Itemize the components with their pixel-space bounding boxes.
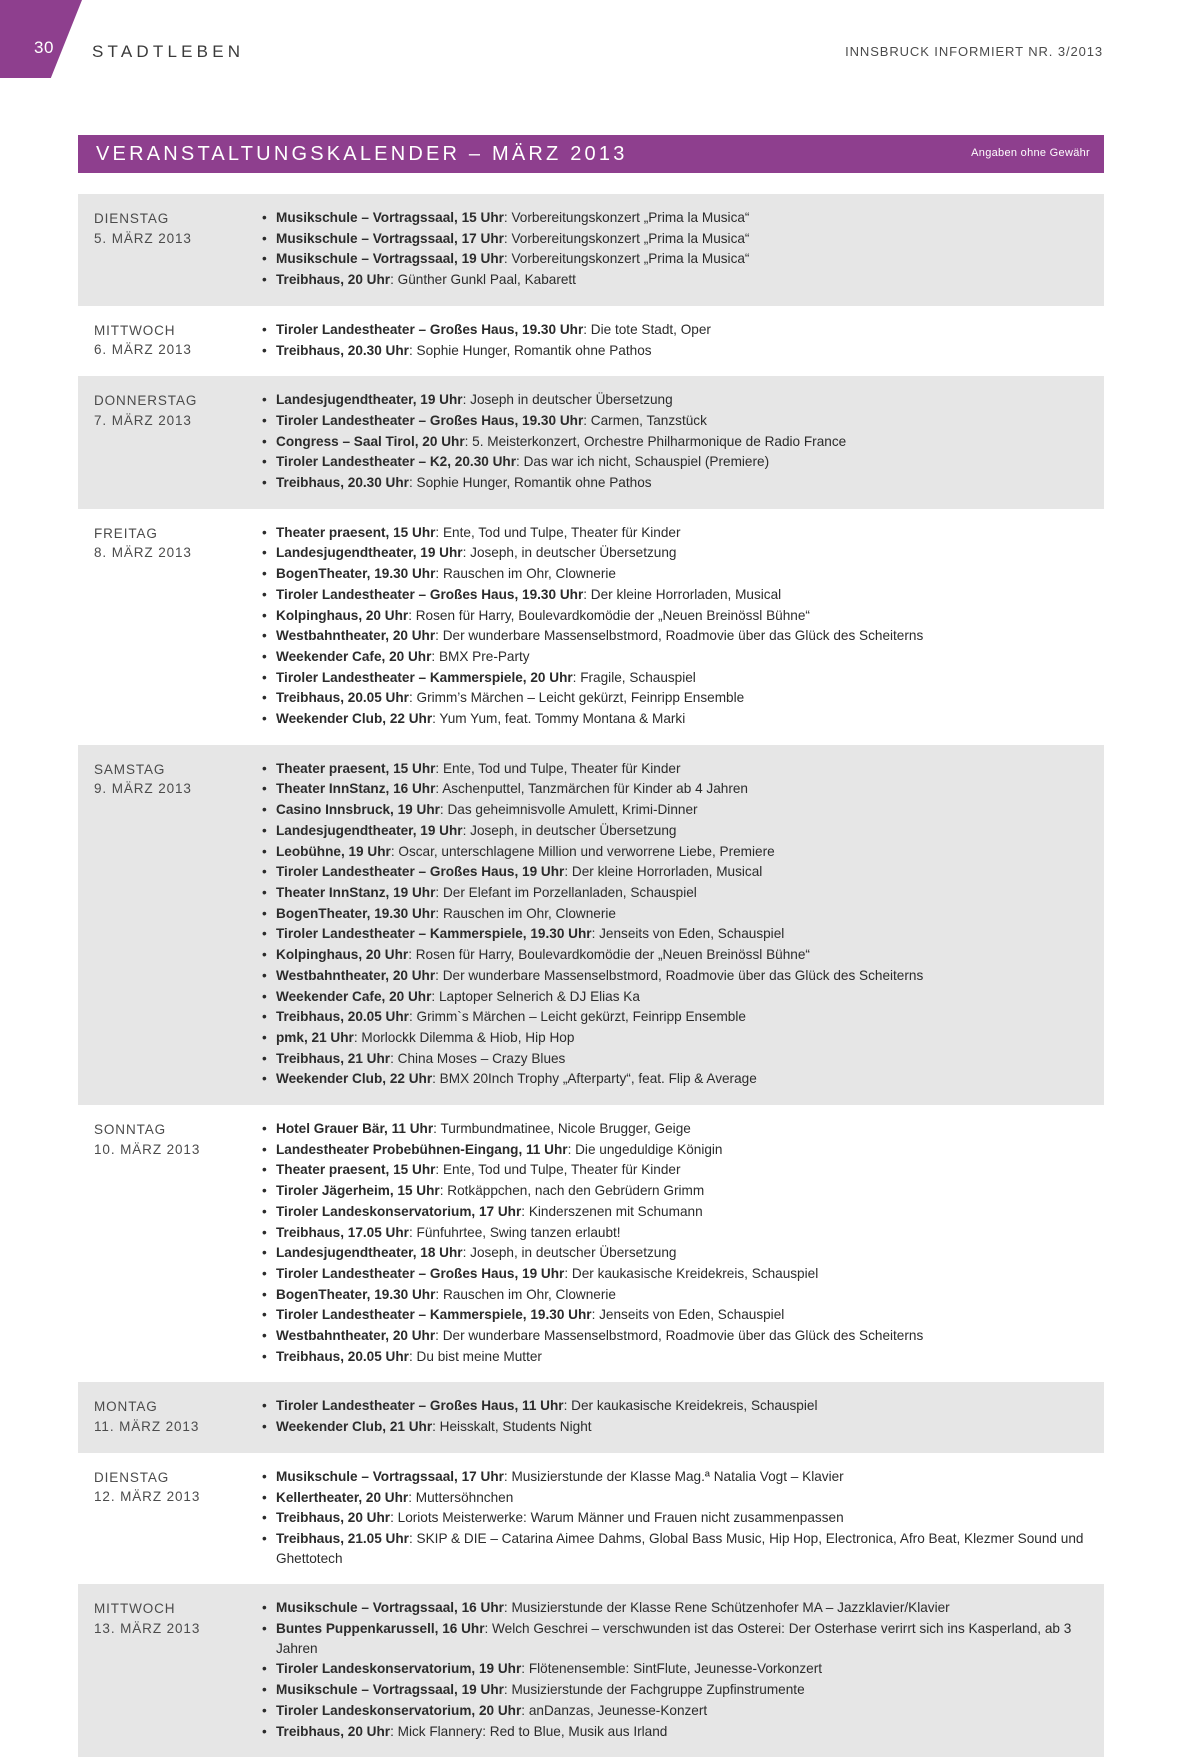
day-date: 13. MÄRZ 2013 (94, 1620, 201, 1636)
event-description: : Du bist meine Mutter (408, 1348, 542, 1364)
event-venue: Landesjugendtheater, 18 Uhr (276, 1245, 463, 1261)
event-description: : Rauschen im Ohr, Clownerie (435, 566, 616, 582)
day-date: 7. MÄRZ 2013 (94, 412, 192, 428)
section-title: STADTLEBEN (92, 42, 245, 61)
event-item (262, 1680, 1088, 1700)
event-item (262, 1305, 1088, 1325)
event-item (262, 1119, 1088, 1139)
event-venue: Theater InnStanz, 16 Uhr (276, 781, 436, 797)
event-description: : Vorbereitungskonzert „Prima la Musica“ (503, 230, 750, 246)
issue-info: INNSBRUCK INFORMIERT NR. 3/2013 (845, 44, 1103, 59)
event-description: : Loriots Meisterwerke: Warum Männer und Frauen nicht zusammenpassen (390, 1510, 844, 1526)
event-venue: Kolpinghaus, 20 Uhr (276, 947, 409, 963)
event-description: : Der kaukasische Kreidekreis, Schauspiel (563, 1398, 818, 1414)
event-item (262, 1069, 1088, 1089)
event-venue: pmk, 21 Uhr (276, 1029, 354, 1045)
day-of-week: MITTWOCH (94, 1601, 176, 1617)
event-item (262, 1347, 1088, 1367)
event-venue: Kellertheater, 20 Uhr (276, 1489, 409, 1505)
event-description: : Laptoper Selnerich & DJ Elias Ka (431, 988, 640, 1004)
event-item (262, 1160, 1088, 1180)
event-item (262, 709, 1088, 729)
day-label (94, 320, 260, 360)
event-venue: Leobühne, 19 Uhr (276, 843, 391, 859)
event-description: : SKIP & DIE – Catarina Aimee Dahms, Global Bass Music, Hip Hop, Electronica, Afro Beat, Klezmer Sound und Ghettotech (276, 1530, 1084, 1566)
event-description: : BMX 20Inch Trophy „Afterparty“, feat. Flip & Average (432, 1071, 757, 1087)
calendar-day-row (78, 306, 1104, 376)
event-venue: Weekender Club, 22 Uhr (276, 711, 433, 727)
event-venue: Treibhaus, 20.30 Uhr (276, 475, 409, 491)
event-venue: Musikschule – Vortragssaal, 19 Uhr (276, 1682, 504, 1698)
event-item (262, 668, 1088, 688)
day-date: 12. MÄRZ 2013 (94, 1489, 201, 1505)
event-description: : Ente, Tod und Tulpe, Theater für Kinder (435, 1162, 681, 1178)
event-description: : Joseph, in deutscher Übersetzung (462, 545, 677, 561)
event-description: : Der Elefant im Porzellanladen, Schauspiel (435, 884, 697, 900)
event-venue: Theater praesent, 15 Uhr (276, 524, 436, 540)
event-description: : Der kaukasische Kreidekreis, Schauspiel (564, 1265, 819, 1281)
event-venue: Treibhaus, 20.05 Uhr (276, 690, 409, 706)
event-description: : Der wunderbare Massenselbstmord, Roadmovie über das Glück des Scheiterns (435, 967, 924, 983)
calendar-day-row (78, 376, 1104, 509)
event-item (262, 842, 1088, 862)
calendar-banner (78, 135, 1104, 173)
event-item (262, 523, 1088, 543)
day-label (94, 759, 260, 799)
event-description: : 5. Meisterkonzert, Orchestre Philharmonique de Radio France (464, 433, 847, 449)
event-description: : Das war ich nicht, Schauspiel (Premiere) (516, 454, 770, 470)
calendar-day-row (78, 1382, 1104, 1452)
event-list (260, 1119, 1088, 1367)
event-venue: Tiroler Landeskonservatorium, 19 Uhr (276, 1661, 522, 1677)
event-venue: Tiroler Landestheater – Großes Haus, 11 Uhr (276, 1398, 564, 1414)
event-venue: Theater praesent, 15 Uhr (276, 1162, 436, 1178)
event-description: : Muttersöhnchen (408, 1489, 514, 1505)
event-venue: Weekender Cafe, 20 Uhr (276, 648, 432, 664)
event-description: : Jenseits von Eden, Schauspiel (591, 926, 785, 942)
event-item (262, 411, 1088, 431)
event-venue: Musikschule – Vortragssaal, 17 Uhr (276, 1468, 504, 1484)
event-venue: Buntes Puppenkarussell, 16 Uhr (276, 1621, 485, 1637)
day-label (94, 1119, 260, 1159)
event-venue: Westbahntheater, 20 Uhr (276, 628, 436, 644)
event-venue: Tiroler Landestheater – Kammerspiele, 20 Uhr (276, 669, 573, 685)
event-venue: Treibhaus, 20 Uhr (276, 1510, 391, 1526)
event-description: : Das geheimnisvolle Amulett, Krimi-Dinner (439, 802, 698, 818)
day-of-week: MITTWOCH (94, 322, 176, 338)
event-description: : Ente, Tod und Tulpe, Theater für Kinder (435, 524, 681, 540)
event-item (262, 606, 1088, 626)
event-description: : Grimm`s Märchen – Leicht gekürzt, Feinripp Ensemble (408, 1009, 746, 1025)
event-item (262, 626, 1088, 646)
event-item (262, 1659, 1088, 1679)
event-item (262, 862, 1088, 882)
event-description: : Sophie Hunger, Romantik ohne Pathos (408, 475, 652, 491)
event-description: : Aschenputtel, Tanzmärchen für Kinder ab 4 Jahren (435, 781, 748, 797)
day-label (94, 390, 260, 430)
event-item (262, 585, 1088, 605)
event-item (262, 759, 1088, 779)
event-venue: Treibhaus, 17.05 Uhr (276, 1224, 409, 1240)
event-item (262, 452, 1088, 472)
event-description: : Musizierstunde der Klasse Mag.ª Natalia Vogt – Klavier (503, 1468, 844, 1484)
event-item (262, 1243, 1088, 1263)
event-description: : Der wunderbare Massenselbstmord, Roadmovie über das Glück des Scheiterns (435, 628, 924, 644)
event-description: : Mick Flannery: Red to Blue, Musik aus Irland (390, 1723, 668, 1739)
event-description: : Sophie Hunger, Romantik ohne Pathos (408, 342, 652, 358)
event-description: : Kinderszenen mit Schumann (521, 1203, 703, 1219)
event-description: : Welch Geschrei – verschwunden ist das Osterei: Der Osterhase verirrt sich ins Kasperland, ab 3 Jahren (276, 1621, 1072, 1656)
event-item (262, 1619, 1088, 1658)
event-description: : Grimm’s Märchen – Leicht gekürzt, Feinripp Ensemble (408, 690, 745, 706)
event-item (262, 1049, 1088, 1069)
event-venue: Tiroler Landestheater – K2, 20.30 Uhr (276, 454, 517, 470)
event-item (262, 390, 1088, 410)
event-description: : Jenseits von Eden, Schauspiel (591, 1307, 785, 1323)
event-description: : Musizierstunde der Klasse Rene Schützenhofer MA – Jazzklavier/Klavier (503, 1600, 950, 1616)
event-item (262, 249, 1088, 269)
event-venue: Musikschule – Vortragssaal, 17 Uhr (276, 230, 504, 246)
event-item (262, 1467, 1088, 1487)
day-of-week: DONNERSTAG (94, 393, 198, 409)
event-item (262, 320, 1088, 340)
event-description: : Oscar, unterschlagene Million und verworrene Liebe, Premiere (390, 843, 775, 859)
event-venue: Hotel Grauer Bär, 11 Uhr (276, 1121, 434, 1137)
event-item (262, 800, 1088, 820)
event-description: : anDanzas, Jeunesse-Konzert (521, 1702, 708, 1718)
event-item (262, 1508, 1088, 1528)
event-item (262, 1417, 1088, 1437)
event-venue: Tiroler Landeskonservatorium, 20 Uhr (276, 1702, 522, 1718)
event-description: : Flötenensemble: SintFlute, Jeunesse-Vorkonzert (521, 1661, 823, 1677)
event-item (262, 1140, 1088, 1160)
event-item (262, 1326, 1088, 1346)
event-item (262, 1007, 1088, 1027)
event-item (262, 1181, 1088, 1201)
event-description: : Turmbundmatinee, Nicole Brugger, Geige (433, 1121, 691, 1137)
event-venue: Tiroler Landestheater – Kammerspiele, 19.30 Uhr (276, 926, 592, 942)
event-venue: Tiroler Landestheater – Großes Haus, 19.30 Uhr (276, 321, 584, 337)
event-item (262, 966, 1088, 986)
event-venue: Theater InnStanz, 19 Uhr (276, 884, 436, 900)
event-description: : Fünfuhrtee, Swing tanzen erlaubt! (408, 1224, 621, 1240)
day-label (94, 1396, 260, 1436)
event-item (262, 1202, 1088, 1222)
event-list (260, 320, 1088, 361)
day-of-week: SONNTAG (94, 1122, 167, 1138)
day-date: 9. MÄRZ 2013 (94, 781, 192, 797)
event-description: : Joseph, in deutscher Übersetzung (462, 1245, 677, 1261)
event-description: : Die ungeduldige Königin (567, 1141, 723, 1157)
event-item (262, 1223, 1088, 1243)
event-venue: Landesjugendtheater, 19 Uhr (276, 822, 463, 838)
event-venue: Weekender Cafe, 20 Uhr (276, 988, 432, 1004)
event-venue: Treibhaus, 21.05 Uhr (276, 1530, 409, 1546)
event-item (262, 688, 1088, 708)
event-venue: Musikschule – Vortragssaal, 16 Uhr (276, 1600, 504, 1616)
event-description: : Der wunderbare Massenselbstmord, Roadmovie über das Glück des Scheiterns (435, 1328, 924, 1344)
event-item (262, 1488, 1088, 1508)
event-list (260, 390, 1088, 494)
event-item (262, 341, 1088, 361)
day-of-week: FREITAG (94, 525, 158, 541)
event-description: : Joseph, in deutscher Übersetzung (462, 822, 677, 838)
calendar-disclaimer: Angaben ohne Gewähr (971, 147, 1090, 159)
event-venue: Kolpinghaus, 20 Uhr (276, 607, 409, 623)
event-description: : Der kleine Horrorladen, Musical (564, 864, 763, 880)
event-venue: Treibhaus, 20 Uhr (276, 272, 391, 288)
event-description: : Carmen, Tanzstück (583, 412, 707, 428)
event-item (262, 432, 1088, 452)
event-item (262, 883, 1088, 903)
event-description: : Heisskalt, Students Night (432, 1419, 592, 1435)
event-item (262, 1028, 1088, 1048)
event-description: : Günther Gunkl Paal, Kabarett (390, 272, 576, 288)
event-item (262, 1598, 1088, 1618)
event-venue: Casino Innsbruck, 19 Uhr (276, 802, 440, 818)
event-venue: Tiroler Landestheater – Großes Haus, 19.30 Uhr (276, 586, 584, 602)
event-description: : Rosen für Harry, Boulevardkomödie der „Neuen Breinössl Bühne“ (408, 947, 810, 963)
day-of-week: DIENSTAG (94, 211, 170, 226)
event-list (260, 759, 1088, 1090)
event-description: : Morlockk Dilemma & Hiob, Hip Hop (353, 1029, 575, 1045)
event-description: : Rauschen im Ohr, Clownerie (435, 905, 616, 921)
calendar-body (78, 194, 1104, 1757)
day-label (94, 1467, 260, 1507)
event-venue: BogenTheater, 19.30 Uhr (276, 566, 436, 582)
event-description: : Joseph in deutscher Übersetzung (462, 392, 673, 408)
day-label (94, 208, 260, 248)
calendar-day-row (78, 1453, 1104, 1585)
event-venue: Treibhaus, 20.05 Uhr (276, 1348, 409, 1364)
event-item (262, 1396, 1088, 1416)
day-date: 11. MÄRZ 2013 (94, 1419, 200, 1435)
event-item (262, 473, 1088, 493)
event-description: : Die tote Stadt, Oper (583, 321, 711, 337)
event-description: : Ente, Tod und Tulpe, Theater für Kinder (435, 760, 681, 776)
event-venue: Westbahntheater, 20 Uhr (276, 1328, 436, 1344)
event-list (260, 1598, 1088, 1742)
event-item (262, 924, 1088, 944)
event-venue: Landestheater Probebühnen-Eingang, 11 Uhr (276, 1141, 568, 1157)
event-item (262, 1529, 1088, 1568)
page-number: 30 (34, 38, 54, 57)
event-venue: Musikschule – Vortragssaal, 15 Uhr (276, 210, 504, 225)
event-item (262, 1701, 1088, 1721)
event-venue: Treibhaus, 20.30 Uhr (276, 342, 409, 358)
event-venue: Tiroler Landestheater – Kammerspiele, 19.30 Uhr (276, 1307, 592, 1323)
event-list (260, 523, 1088, 730)
event-venue: BogenTheater, 19.30 Uhr (276, 905, 436, 921)
event-item (262, 1285, 1088, 1305)
event-description: : Rosen für Harry, Boulevardkomödie der „Neuen Breinössl Bühne“ (408, 607, 810, 623)
event-list (260, 1467, 1088, 1570)
event-description: : Der kleine Horrorladen, Musical (583, 586, 782, 602)
calendar-day-row (78, 509, 1104, 745)
event-item (262, 229, 1088, 249)
event-item (262, 779, 1088, 799)
event-venue: Tiroler Landestheater – Großes Haus, 19.30 Uhr (276, 412, 584, 428)
event-item (262, 1264, 1088, 1284)
event-item (262, 564, 1088, 584)
day-of-week: SAMSTAG (94, 761, 166, 777)
event-venue: Tiroler Landeskonservatorium, 17 Uhr (276, 1203, 522, 1219)
event-item (262, 821, 1088, 841)
event-venue: Tiroler Landestheater – Großes Haus, 19 Uhr (276, 864, 565, 880)
event-description: : Yum Yum, feat. Tommy Montana & Marki (432, 711, 686, 727)
event-venue: BogenTheater, 19.30 Uhr (276, 1286, 436, 1302)
event-description: : Vorbereitungskonzert „Prima la Musica“ (503, 210, 750, 225)
event-venue: Theater praesent, 15 Uhr (276, 760, 436, 776)
event-list (260, 208, 1088, 291)
event-description: : Musizierstunde der Fachgruppe Zupfinstrumente (503, 1682, 805, 1698)
event-description: : BMX Pre-Party (431, 648, 530, 664)
event-description: : China Moses – Crazy Blues (390, 1050, 566, 1066)
event-venue: Tiroler Jägerheim, 15 Uhr (276, 1183, 440, 1199)
event-item (262, 543, 1088, 563)
calendar-day-row (78, 745, 1104, 1105)
event-venue: Musikschule – Vortragssaal, 19 Uhr (276, 251, 504, 267)
event-list (260, 1396, 1088, 1437)
event-description: : Rotkäppchen, nach den Gebrüdern Grimm (439, 1183, 705, 1199)
event-venue: Treibhaus, 20.05 Uhr (276, 1009, 409, 1025)
event-item (262, 208, 1088, 228)
day-label (94, 523, 260, 563)
calendar-title: VERANSTALTUNGSKALENDER – MÄRZ 2013 (96, 142, 628, 165)
event-item (262, 270, 1088, 290)
event-item (262, 1722, 1088, 1742)
day-of-week: MONTAG (94, 1399, 158, 1415)
day-date: 6. MÄRZ 2013 (94, 342, 192, 358)
event-venue: Weekender Club, 22 Uhr (276, 1071, 433, 1087)
event-venue: Treibhaus, 21 Uhr (276, 1050, 391, 1066)
event-venue: Congress – Saal Tirol, 20 Uhr (276, 433, 465, 449)
day-date: 8. MÄRZ 2013 (94, 545, 192, 561)
event-venue: Tiroler Landestheater – Großes Haus, 19 Uhr (276, 1265, 565, 1281)
day-date: 10. MÄRZ 2013 (94, 1141, 201, 1157)
event-description: : Fragile, Schauspiel (572, 669, 696, 685)
event-item (262, 904, 1088, 924)
calendar-day-row (78, 194, 1104, 306)
event-venue: Westbahntheater, 20 Uhr (276, 967, 436, 983)
calendar-day-row (78, 1584, 1104, 1757)
event-venue: Weekender Club, 21 Uhr (276, 1419, 433, 1435)
event-item (262, 945, 1088, 965)
event-item (262, 647, 1088, 667)
calendar-day-row (78, 1105, 1104, 1382)
event-venue: Treibhaus, 20 Uhr (276, 1723, 391, 1739)
day-date: 5. MÄRZ 2013 (94, 230, 192, 246)
day-of-week: DIENSTAG (94, 1469, 170, 1485)
day-label (94, 1598, 260, 1638)
event-description: : Rauschen im Ohr, Clownerie (435, 1286, 616, 1302)
event-venue: Landesjugendtheater, 19 Uhr (276, 545, 463, 561)
event-description: : Vorbereitungskonzert „Prima la Musica“ (503, 251, 750, 267)
event-venue: Landesjugendtheater, 19 Uhr (276, 392, 463, 408)
event-item (262, 987, 1088, 1007)
